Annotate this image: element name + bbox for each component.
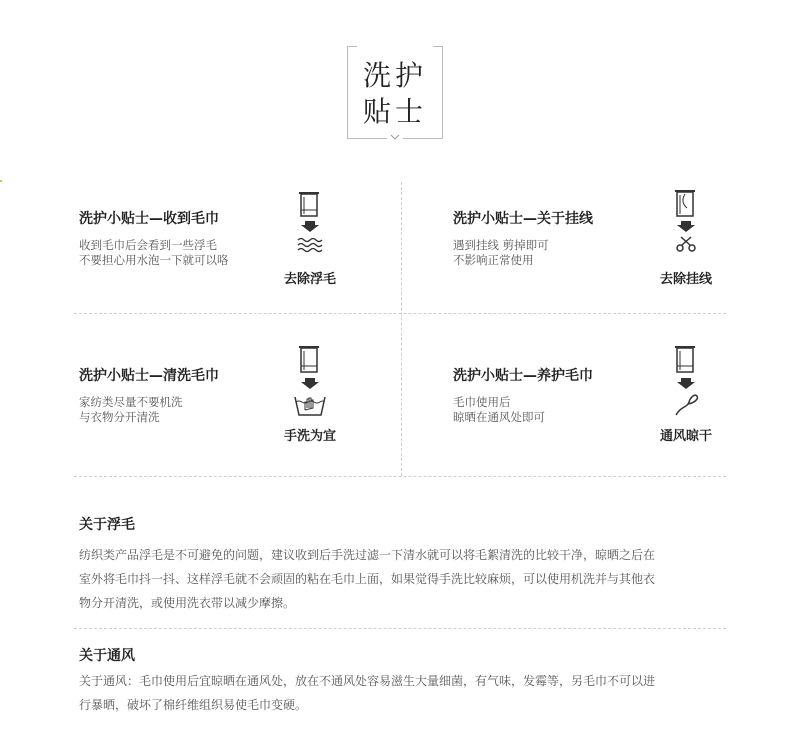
section-divider: [74, 628, 726, 629]
page-title-line2: 贴士: [362, 95, 427, 128]
section-line: 行暴晒，破坏了棉纤维组织易使毛巾变硬。: [79, 698, 308, 712]
page-title-line1: 洗护: [362, 59, 427, 92]
section-line: 物分开清洗，或使用洗衣带以减少摩擦。: [79, 596, 296, 610]
tip-description: [79, 395, 183, 425]
grid-divider-middle: [74, 313, 726, 314]
tip-icon-label: 通风晾干: [659, 429, 712, 444]
towel-air-dry-icon: [661, 344, 711, 418]
icon-column: [646, 188, 726, 256]
section-body: [79, 543, 719, 615]
towel-scissors-icon: [661, 188, 711, 256]
tip-title: 洗护小贴士—清洗毛巾: [79, 368, 219, 384]
tip-desc-line: 遇到挂线 剪掉即可: [453, 238, 549, 252]
section-line: 关于通风：毛巾使用后宜晾晒在通风处，放在不通风处容易滋生大量细菌，有气味，发霉等，另毛巾不可以进: [79, 674, 656, 688]
section-title: 关于通风: [79, 648, 135, 664]
icon-column: [646, 344, 726, 418]
tip-description: [79, 238, 229, 268]
grid-divider-bottom: [74, 476, 726, 477]
tip-title: 洗护小贴士—养护毛巾: [453, 368, 593, 384]
title-frame: [347, 46, 443, 150]
tip-description: [453, 395, 545, 425]
tip-desc-line: 家纺类尽量不要机洗: [79, 395, 183, 409]
tip-icon-label: 去除挂线: [659, 272, 712, 287]
tip-title: 洗护小贴士—收到毛巾: [79, 211, 219, 227]
chevron-down-icon: [389, 132, 401, 142]
tip-description: [453, 238, 549, 268]
tip-desc-line: 与衣物分开清洗: [79, 410, 160, 424]
tip-desc-line: 不要担心用水泡一下就可以咯: [79, 253, 229, 267]
section-body: [79, 669, 719, 717]
grid-divider-vertical: [401, 182, 402, 476]
section-line: 纺织类产品浮毛是不可避免的问题，建议收到后手洗过滤一下清水就可以将毛絮清洗的比较干净，晾晒之后在: [79, 548, 656, 562]
tip-desc-line: 收到毛巾后会看到一些浮毛: [79, 238, 217, 252]
section-title: 关于浮毛: [79, 517, 135, 533]
page-title: [347, 58, 443, 130]
tip-desc-line: 不影响正常使用: [453, 253, 534, 267]
tip-icon-label: 去除浮毛: [283, 272, 336, 287]
towel-water-waves-icon: [285, 190, 335, 256]
towel-hand-wash-icon: [285, 344, 335, 418]
icon-column: [270, 344, 350, 418]
icon-column: [270, 190, 350, 256]
tip-desc-line: 晾晒在通风处即可: [453, 410, 545, 424]
tip-desc-line: 毛巾使用后: [453, 395, 511, 409]
tip-title: 洗护小贴士—关于挂线: [453, 211, 593, 227]
decor-dot: [0, 180, 2, 182]
tip-icon-label: 手洗为宜: [283, 429, 336, 444]
section-line: 室外将毛巾抖一抖、这样浮毛就不会顽固的粘在毛巾上面，如果觉得手洗比较麻烦，可以使用机洗并与其他衣: [79, 572, 656, 586]
